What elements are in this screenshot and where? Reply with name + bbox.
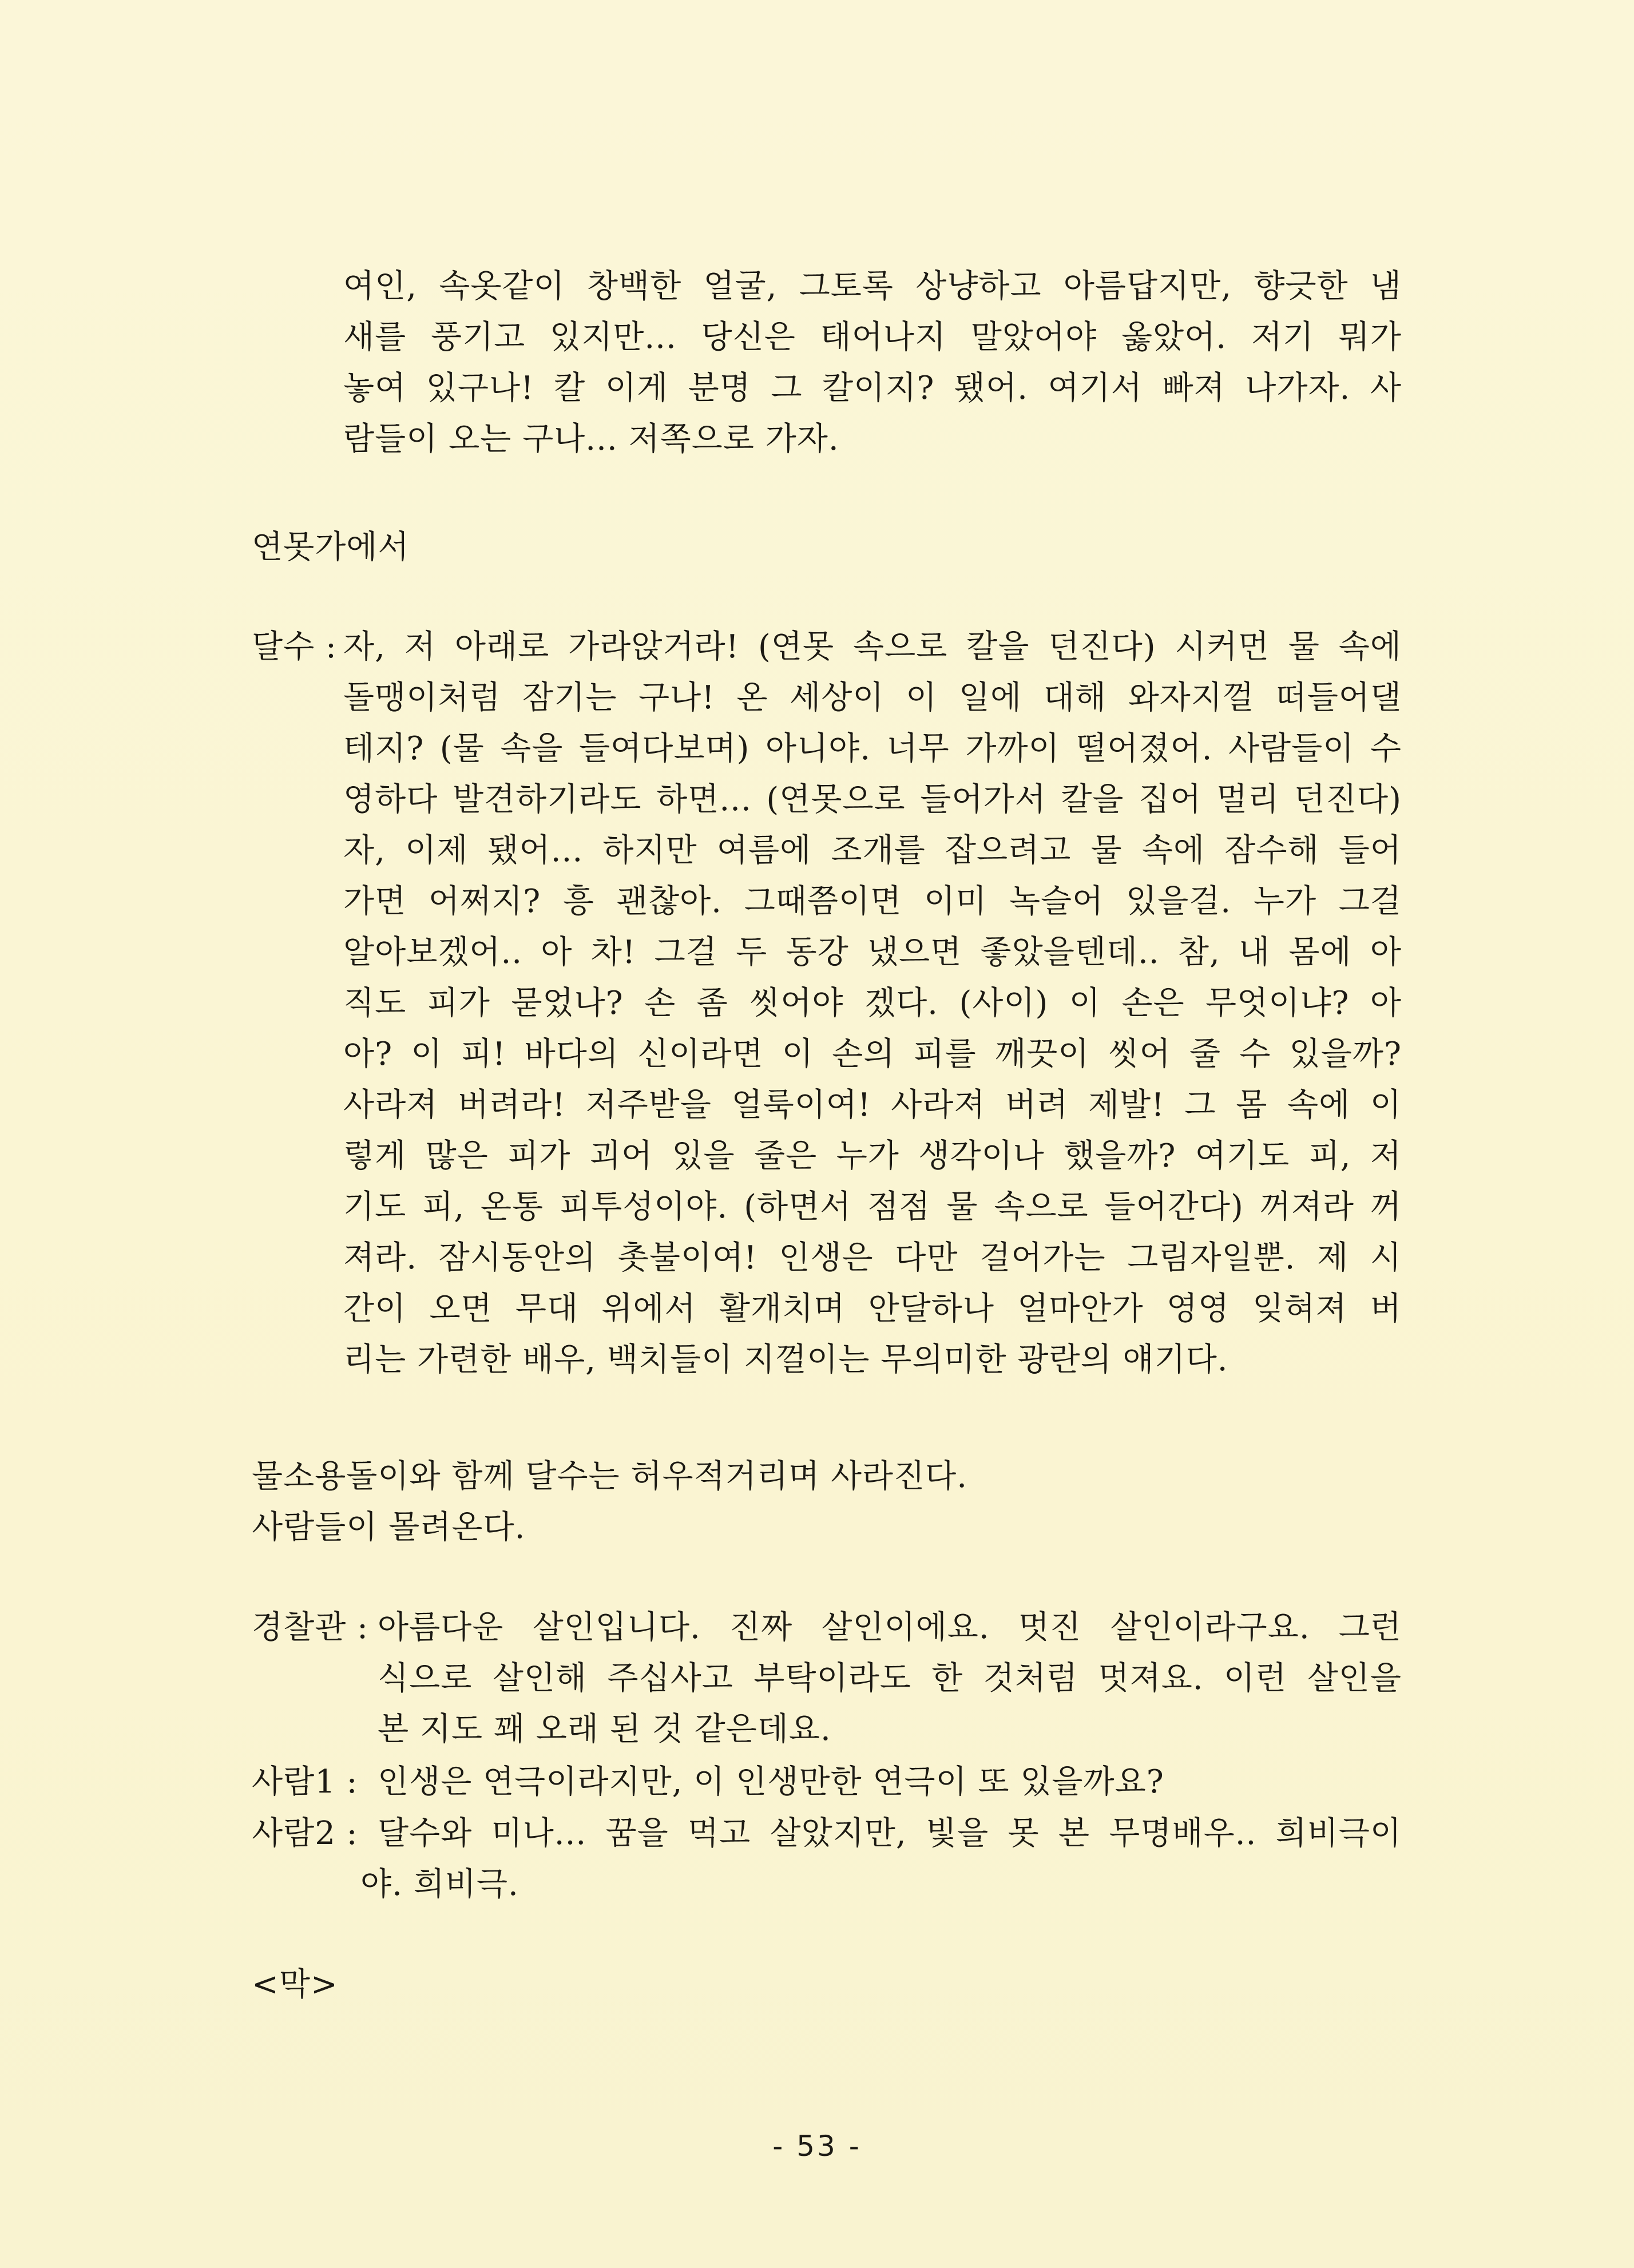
text-line: 자, 이제 됐어... 하지만 여름에 조개를 잡으려고 물 속에 잠수해 들어 (343, 832, 1402, 869)
closing-text: <막> (252, 1966, 338, 2003)
text-line: 가면 어쩌지? 흥 괜찮아. 그때쯤이면 이미 녹슬어 있을걸. 누가 그걸 (343, 883, 1402, 920)
text-line: 달수와 미나... 꿈을 먹고 살았지만, 빛을 못 본 무명배우.. 희비극이 (378, 1815, 1402, 1852)
dialogue-person2 (252, 1808, 1402, 1910)
text-line: 본 지도 꽤 오래 된 것 같은데요. (378, 1711, 831, 1748)
text-line: 테지? (물 속을 들여다보며) 아니야. 너무 가까이 떨어졌어. 사람들이 수 (343, 730, 1402, 767)
text-line: 간이 오면 무대 위에서 활개치며 안달하나 얼마안가 영영 잊혀져 버 (343, 1290, 1402, 1327)
scene-heading (252, 522, 1402, 573)
speaker-label: 달수 : (252, 628, 337, 665)
speaker-label: 경찰관 : (252, 1609, 368, 1646)
scene-heading-text: 연못가에서 (252, 529, 410, 566)
stage-direction (252, 1451, 1402, 1553)
text-line: 식으로 살인해 주십사고 부탁이라도 한 것처럼 멋져요. 이런 살인을 (378, 1660, 1402, 1697)
text-line: 영하다 발견하기라도 하면... (연못으로 들어가서 칼을 집어 멀리 던진다) (343, 781, 1402, 818)
text-line: 리는 가련한 배우, 백치들이 지껄이는 무의미한 광란의 얘기다. (343, 1341, 1228, 1378)
text-line: 아? 이 피! 바다의 신이라면 이 손의 피를 깨끗이 씻어 줄 수 있을까? (343, 1036, 1402, 1073)
text-line: 렇게 많은 피가 괴어 있을 줄은 누가 생각이나 했을까? 여기도 피, 저 (343, 1137, 1402, 1175)
dialogue-dalsu (252, 621, 1402, 1385)
text-line: 사라져 버려라! 저주받을 얼룩이여! 사라져 버려 제발! 그 몸 속에 이 (343, 1087, 1402, 1124)
text-line: 여인, 속옷같이 창백한 얼굴, 그토록 상냥하고 아름답지만, 향긋한 냄 (343, 268, 1402, 305)
text-line: 알아보겠어.. 아 차! 그걸 두 동강 냈으면 좋았을텐데.. 참, 내 몸에 아 (343, 934, 1402, 971)
text-line: 야. 희비극. (360, 1866, 519, 1903)
text-line: 사람들이 몰려온다. (252, 1509, 526, 1546)
closing-mark (252, 1959, 1402, 2010)
text-line: 람들이 오는 구나... 저쪽으로 가자. (343, 421, 839, 458)
text-line: 물소용돌이와 함께 달수는 허우적거리며 사라진다. (252, 1458, 968, 1495)
page-number: - 53 - (772, 2130, 862, 2163)
intro-paragraph (252, 261, 1402, 465)
dialogue-police (252, 1602, 1402, 1755)
text-line: 새를 풍기고 있지만... 당신은 태어나지 말았어야 옳았어. 저기 뭐가 (343, 319, 1402, 356)
text-line: 돌맹이처럼 잠기는 구나! 온 세상이 이 일에 대해 와자지껄 떠들어댈 (343, 679, 1402, 716)
text-line: 자, 저 아래로 가라앉거라! (연못 속으로 칼을 던진다) 시커먼 물 속에 (343, 628, 1402, 665)
text-line: 져라. 잠시동안의 촛불이여! 인생은 다만 걸어가는 그림자일뿐. 제 시 (343, 1239, 1402, 1276)
dialogue-person1 (252, 1756, 1402, 1807)
text-line: 놓여 있구나! 칼 이게 분명 그 칼이지? 됐어. 여기서 빠져 나가자. 사 (343, 370, 1402, 407)
speaker-label: 사람1 : (252, 1763, 358, 1801)
text-line: 기도 피, 온통 피투성이야. (하면서 점점 물 속으로 들어간다) 꺼져라 꺼 (343, 1188, 1402, 1226)
text-line: 인생은 연극이라지만, 이 인생만한 연극이 또 있을까요? (378, 1763, 1164, 1801)
text-line: 직도 피가 묻었나? 손 좀 씻어야 겠다. (사이) 이 손은 무엇이냐? 아 (343, 985, 1402, 1022)
text-line: 아름다운 살인입니다. 진짜 살인이에요. 멋진 살인이라구요. 그런 (378, 1609, 1402, 1646)
speaker-label: 사람2 : (252, 1815, 358, 1852)
